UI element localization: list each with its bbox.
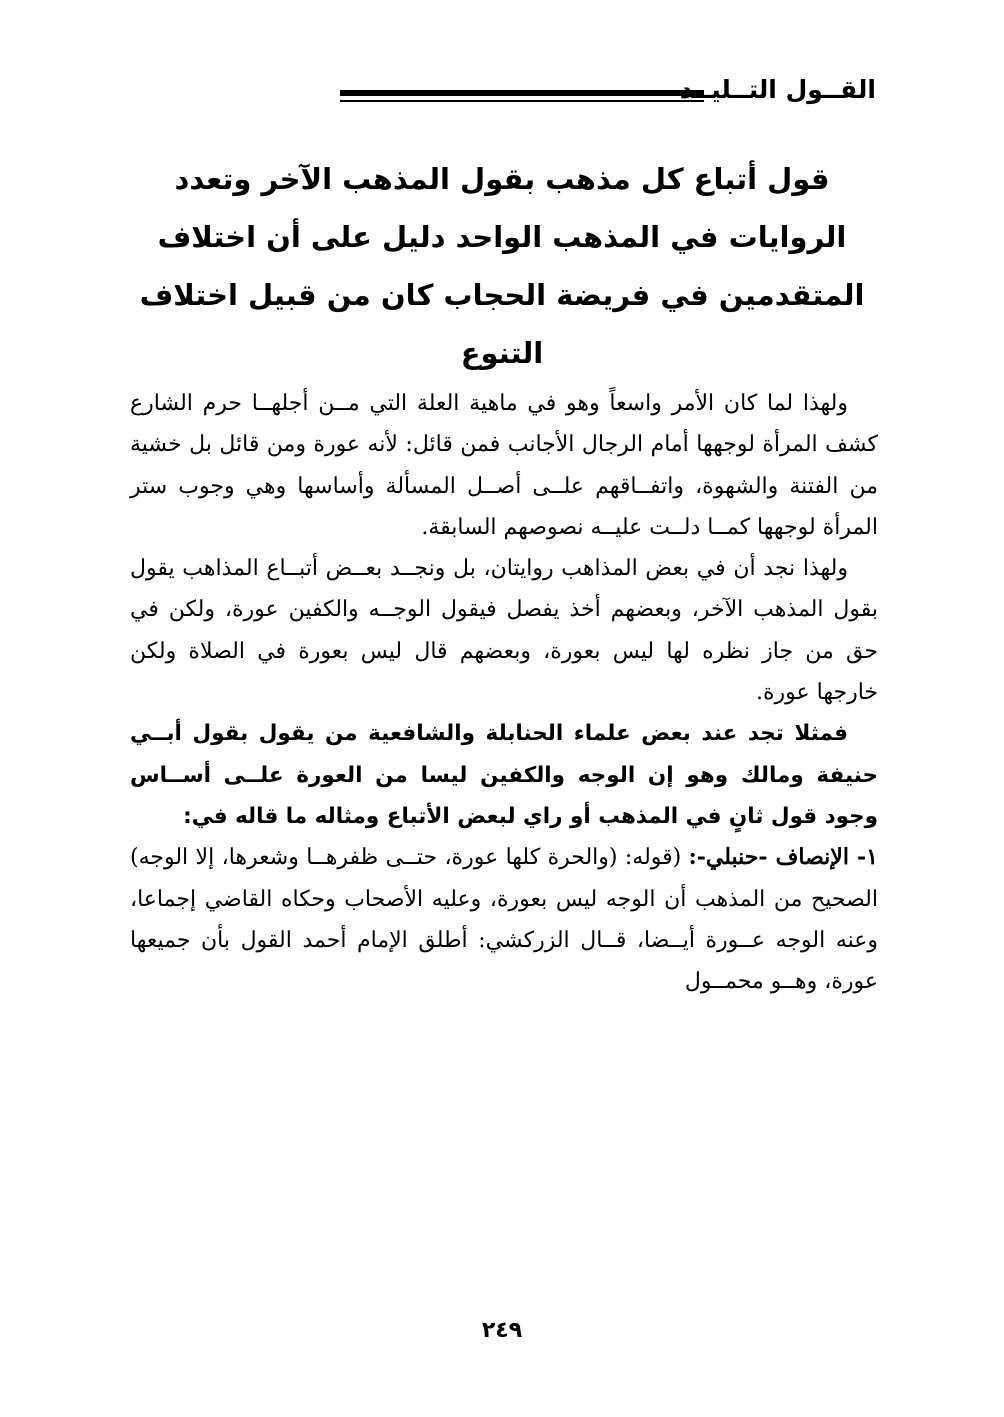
- paragraph-2: ولهذا نجد أن في بعض المذاهب روايتان، بل ونجــد بعــض أتبــاع المذاهب يقول بقول المذهب الآخر، وبعضهم أخذ يفصل فيقول الوجــه والكفين عورة، ولكن في حق من جاز نظره لها ليس بعورة، وبعضهم قال ليس بعورة في الصلاة ولكن خارجها عورة.: [130, 556, 878, 706]
- section-heading: قول أتباع كل مذهب بقول المذهب الآخر وتعدد الروايات في المذهب الواحد دليل على أن اختلاف المتقدمين في فريضة الحجاب كان من قبيل اختلاف التنوع: [139, 162, 865, 370]
- quote-text: (قوله: (والحرة كلها عورة، حتــى ظفرهــا وشعرها، إلا الوجه) الصحيح من المذهب أن الوجه ليس بعورة، وعليه الأصحاب وحكاه القاضي إجماعا، وعنه الوجه عــورة أيــضا، قــال الزركشي: أطلق الإمام أحمد القول بأن جميعها عورة، وهــو محمــول: [130, 845, 878, 995]
- quote-label: ١- الإنصاف -حنبلي-:: [688, 844, 878, 871]
- running-header: [124, 72, 884, 112]
- quote-paragraph: [130, 837, 878, 1002]
- header-double-rule: [340, 90, 704, 96]
- body-text: [130, 383, 878, 1002]
- paragraph-1: ولهذا لما كان الأمر واسعاً وهو في ماهية العلة التي مــن أجلهــا حرم الشارع كشف المرأة لوجهها أمام الرجال الأجانب فمن قائل: لأنه عورة ومن قائل بل خشية من الفتنة والشهوة، واتفــاقهم علــى أصــل المسألة وأساسها وهي وجوب ستر المرأة لوجهها كمــا دلــت عليــه نصوصهم السابقة.: [130, 391, 878, 540]
- running-title: القــول التــليــد: [679, 75, 876, 104]
- page-number: ٢٤٩: [481, 1318, 523, 1343]
- paragraph-3-bold: فمثلا تجد عند بعض علماء الحنابلة والشافعية من يقول بقول أبــي حنيفة ومالك وهو إن الوجه والكفين ليسا من العورة علــى أســاس وجود قول ثانٍ في المذهب أو راي لبعض الأتباع ومثاله ما قاله في:: [130, 721, 878, 829]
